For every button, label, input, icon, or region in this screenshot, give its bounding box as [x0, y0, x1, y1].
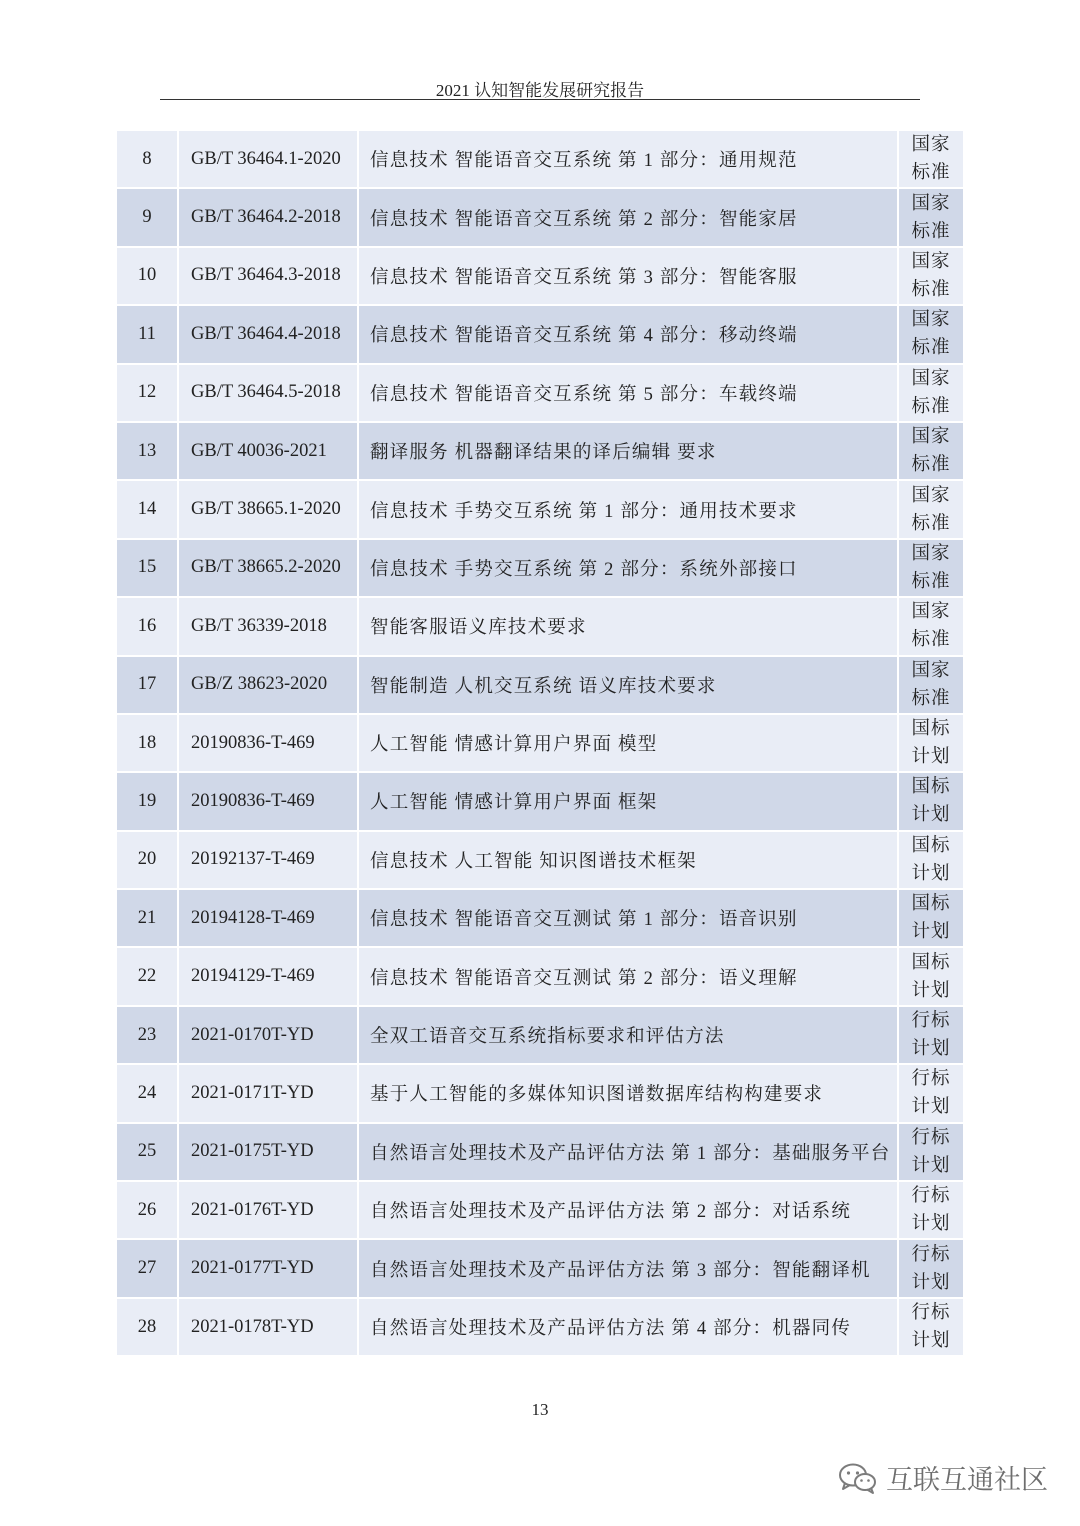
standard-type-line2: 计划 — [911, 1272, 951, 1293]
standard-type-line1: 国家 — [911, 543, 951, 564]
standard-type-line2: 标准 — [911, 571, 951, 592]
standard-code: GB/T 38665.1-2020 — [179, 481, 359, 539]
standard-type — [899, 365, 963, 423]
table-row — [117, 1007, 963, 1065]
header-divider — [160, 99, 920, 100]
standard-name: 翻译服务 机器翻译结果的译后编辑 要求 — [359, 423, 899, 481]
standard-code: GB/T 36464.4-2018 — [179, 306, 359, 364]
row-number: 27 — [117, 1240, 179, 1298]
wechat-icon — [838, 1461, 878, 1495]
standard-type-line1: 行标 — [911, 1244, 951, 1265]
standard-type-line1: 行标 — [911, 1011, 951, 1032]
standard-type — [899, 773, 963, 831]
standard-name: 信息技术 智能语音交互测试 第 2 部分：语义理解 — [359, 948, 899, 1006]
standard-code: 2021-0175T-YD — [179, 1124, 359, 1182]
table-row — [117, 657, 963, 715]
standard-type-line2: 标准 — [911, 513, 951, 534]
row-number: 21 — [117, 890, 179, 948]
standard-type-line2: 标准 — [911, 630, 951, 651]
standard-code: GB/T 36464.1-2020 — [179, 131, 359, 189]
row-number: 15 — [117, 540, 179, 598]
standard-type-line1: 国标 — [911, 835, 951, 856]
standards-table-body — [117, 131, 963, 1357]
standard-type-line1: 国家 — [911, 310, 951, 331]
row-number: 17 — [117, 657, 179, 715]
watermark — [838, 1458, 1048, 1497]
row-number: 10 — [117, 248, 179, 306]
table-row — [117, 248, 963, 306]
row-number: 12 — [117, 365, 179, 423]
table-row — [117, 1182, 963, 1240]
standard-name: 信息技术 智能语音交互系统 第 2 部分：智能家居 — [359, 189, 899, 247]
standard-type-line1: 国家 — [911, 427, 951, 448]
standard-type-line2: 标准 — [911, 455, 951, 476]
standard-name: 信息技术 智能语音交互系统 第 4 部分：移动终端 — [359, 306, 899, 364]
standard-type-line2: 标准 — [911, 396, 951, 417]
table-row — [117, 423, 963, 481]
row-number: 25 — [117, 1124, 179, 1182]
standard-type-line2: 计划 — [911, 980, 951, 1001]
standard-type-line1: 国家 — [911, 251, 951, 272]
standard-code: 2021-0171T-YD — [179, 1065, 359, 1123]
standard-code: GB/Z 38623-2020 — [179, 657, 359, 715]
standard-type — [899, 657, 963, 715]
row-number: 14 — [117, 481, 179, 539]
standard-code: GB/T 36464.5-2018 — [179, 365, 359, 423]
table-row — [117, 598, 963, 656]
standard-type — [899, 423, 963, 481]
standard-type — [899, 1007, 963, 1065]
standard-type — [899, 481, 963, 539]
table-row — [117, 306, 963, 364]
row-number: 23 — [117, 1007, 179, 1065]
row-number: 9 — [117, 189, 179, 247]
standard-type-line2: 标准 — [911, 279, 951, 300]
standard-type-line2: 标准 — [911, 163, 951, 184]
standard-type — [899, 890, 963, 948]
standards-table — [117, 131, 963, 1357]
table-row — [117, 1124, 963, 1182]
standard-name: 智能客服语义库技术要求 — [359, 598, 899, 656]
standard-code: GB/T 36464.2-2018 — [179, 189, 359, 247]
table-row — [117, 365, 963, 423]
standard-name: 基于人工智能的多媒体知识图谱数据库结构构建要求 — [359, 1065, 899, 1123]
standard-type — [899, 189, 963, 247]
standard-type-line2: 计划 — [911, 1331, 951, 1351]
standard-code: GB/T 36464.3-2018 — [179, 248, 359, 306]
standard-type — [899, 1065, 963, 1123]
standard-type-line1: 国家 — [911, 193, 951, 214]
row-number: 19 — [117, 773, 179, 831]
table-row — [117, 890, 963, 948]
standard-type — [899, 1182, 963, 1240]
standard-type-line2: 标准 — [911, 221, 951, 242]
standard-type — [899, 832, 963, 890]
standard-code: 2021-0176T-YD — [179, 1182, 359, 1240]
standard-type — [899, 306, 963, 364]
standard-type-line2: 标准 — [911, 688, 951, 709]
standard-type-line2: 计划 — [911, 1097, 951, 1118]
table-row — [117, 189, 963, 247]
standard-type-line1: 行标 — [911, 1186, 951, 1207]
standard-type — [899, 715, 963, 773]
standard-code: 2021-0170T-YD — [179, 1007, 359, 1065]
row-number: 8 — [117, 131, 179, 189]
table-row — [117, 773, 963, 831]
standard-type — [899, 1124, 963, 1182]
standard-name: 自然语言处理技术及产品评估方法 第 3 部分：智能翻译机 — [359, 1240, 899, 1298]
standard-type-line1: 国家 — [911, 368, 951, 389]
standard-name: 信息技术 智能语音交互系统 第 5 部分：车载终端 — [359, 365, 899, 423]
standard-name: 信息技术 人工智能 知识图谱技术框架 — [359, 832, 899, 890]
standard-type — [899, 948, 963, 1006]
standard-type — [899, 540, 963, 598]
standard-type-line1: 行标 — [911, 1127, 951, 1148]
standard-type-line2: 计划 — [911, 863, 951, 884]
standard-type-line2: 计划 — [911, 922, 951, 943]
table-row — [117, 1240, 963, 1298]
standard-type-line2: 标准 — [911, 338, 951, 359]
standard-code: 20192137-T-469 — [179, 832, 359, 890]
standard-name: 信息技术 智能语音交互系统 第 1 部分：通用规范 — [359, 131, 899, 189]
standard-name: 自然语言处理技术及产品评估方法 第 4 部分：机器同传 — [359, 1299, 899, 1357]
standard-type — [899, 248, 963, 306]
standard-code: 20194129-T-469 — [179, 948, 359, 1006]
table-row — [117, 131, 963, 189]
standard-name: 自然语言处理技术及产品评估方法 第 1 部分：基础服务平台 — [359, 1124, 899, 1182]
standard-type-line2: 计划 — [911, 747, 951, 768]
row-number: 22 — [117, 948, 179, 1006]
standard-type-line1: 行标 — [911, 1069, 951, 1090]
standard-type-line1: 行标 — [911, 1303, 951, 1323]
standard-name: 全双工语音交互系统指标要求和评估方法 — [359, 1007, 899, 1065]
standard-code: GB/T 40036-2021 — [179, 423, 359, 481]
standard-type — [899, 131, 963, 189]
standard-type — [899, 1240, 963, 1298]
standard-name: 信息技术 智能语音交互测试 第 1 部分：语音识别 — [359, 890, 899, 948]
standard-name: 人工智能 情感计算用户界面 框架 — [359, 773, 899, 831]
standard-code: 20190836-T-469 — [179, 773, 359, 831]
standard-name: 信息技术 智能语音交互系统 第 3 部分：智能客服 — [359, 248, 899, 306]
row-number: 24 — [117, 1065, 179, 1123]
row-number: 13 — [117, 423, 179, 481]
table-row — [117, 481, 963, 539]
standard-name: 自然语言处理技术及产品评估方法 第 2 部分：对话系统 — [359, 1182, 899, 1240]
standard-name: 智能制造 人机交互系统 语义库技术要求 — [359, 657, 899, 715]
standard-code: 2021-0177T-YD — [179, 1240, 359, 1298]
standard-code: GB/T 38665.2-2020 — [179, 540, 359, 598]
page-number: 13 — [531, 1400, 549, 1419]
standard-type-line1: 国家 — [911, 135, 951, 156]
row-number: 16 — [117, 598, 179, 656]
table-row — [117, 1299, 963, 1357]
row-number: 18 — [117, 715, 179, 773]
table-row — [117, 832, 963, 890]
standard-type-line2: 计划 — [911, 805, 951, 826]
table-row — [117, 1065, 963, 1123]
row-number: 20 — [117, 832, 179, 890]
standard-type — [899, 1299, 963, 1357]
standard-name: 人工智能 情感计算用户界面 模型 — [359, 715, 899, 773]
standard-type-line1: 国家 — [911, 602, 951, 623]
row-number: 11 — [117, 306, 179, 364]
table-row — [117, 948, 963, 1006]
standard-code: 20194128-T-469 — [179, 890, 359, 948]
standard-type-line1: 国标 — [911, 894, 951, 915]
standard-type-line2: 计划 — [911, 1214, 951, 1235]
standard-code: 20190836-T-469 — [179, 715, 359, 773]
standard-type-line1: 国标 — [911, 952, 951, 973]
table-row — [117, 715, 963, 773]
standard-type-line1: 国家 — [911, 485, 951, 506]
table-row — [117, 540, 963, 598]
watermark-text: 互联互通社区 — [886, 1465, 1048, 1496]
row-number: 28 — [117, 1299, 179, 1357]
standard-code: 2021-0178T-YD — [179, 1299, 359, 1357]
standard-name: 信息技术 手势交互系统 第 2 部分：系统外部接口 — [359, 540, 899, 598]
standard-name: 信息技术 手势交互系统 第 1 部分：通用技术要求 — [359, 481, 899, 539]
standard-type-line1: 国标 — [911, 719, 951, 740]
standard-code: GB/T 36339-2018 — [179, 598, 359, 656]
standard-type-line1: 国标 — [911, 777, 951, 798]
row-number: 26 — [117, 1182, 179, 1240]
standard-type — [899, 598, 963, 656]
standard-type-line2: 计划 — [911, 1155, 951, 1176]
standard-type-line2: 计划 — [911, 1039, 951, 1060]
page-header-title: 2021 认知智能发展研究报告 — [435, 81, 645, 100]
standard-type-line1: 国家 — [911, 660, 951, 681]
